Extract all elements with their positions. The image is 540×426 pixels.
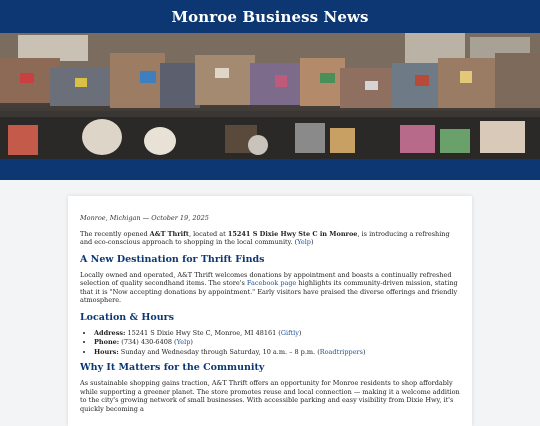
business-address: 15241 S Dixie Hwy Ste C in Monroe <box>227 229 358 238</box>
yelp-link[interactable]: Yelp <box>297 238 311 246</box>
hero-image <box>0 33 540 159</box>
section-heading-location: Location & Hours <box>80 311 174 323</box>
yelp-phone-link[interactable]: Yelp <box>176 338 191 346</box>
destination-paragraph: Locally owned and operated, A&T Thrift welcomes donations by appointment and boasts a continually refreshed selection of quality secondhand items. The store's Facebook page highlights its community-driven mission, stating that it is "Now accepting donations by appointment." Early visitors have praised the diverse offerings and friendly atmosphere. <box>80 270 458 304</box>
list-item-phone: • Phone: (734) 430-6408 (Yelp) <box>94 338 460 347</box>
location-list <box>80 329 460 357</box>
community-paragraph: As sustainable shopping gains traction, A&T Thrift offers an opportunity for Monroe residents to shop affordably while supporting a greener planet. The store promotes reuse and local connection — making it a welcome addition to the city's growing network of small businesses. With accessible parking and easy visibility from Dixie Hwy, it's quickly becoming a <box>80 379 460 413</box>
list-item-address: • Address: 15241 S Dixie Hwy Ste C, Monroe, MI 48161 (Giftly) <box>94 329 460 338</box>
masthead <box>0 0 540 33</box>
section-heading-destination: A New Destination for Thrift Finds <box>80 253 265 265</box>
roadtrippers-link[interactable]: Roadtrippers <box>319 347 363 356</box>
business-name: A&T Thrift <box>149 229 189 238</box>
article-card <box>68 196 472 426</box>
hero-divider <box>0 159 540 180</box>
dateline: Monroe, Michigan — October 19, 2025 <box>80 214 209 222</box>
section-heading-community: Why It Matters for the Community <box>80 362 265 373</box>
facebook-link[interactable]: Facebook page <box>246 279 297 287</box>
intro-paragraph: The recently opened A&T Thrift, located at 15241 S Dixie Hwy Ste C in Monroe, is introducing a refreshing and eco-conscious approach to shopping in the local community. (Yelp) <box>80 229 450 246</box>
site-title: Monroe Business News <box>171 7 369 26</box>
giftly-link[interactable]: Giftly <box>280 328 299 337</box>
list-item-hours: • Hours: Sunday and Wednesday through Saturday, 10 a.m. – 8 p.m. (Roadtrippers) <box>94 348 460 357</box>
